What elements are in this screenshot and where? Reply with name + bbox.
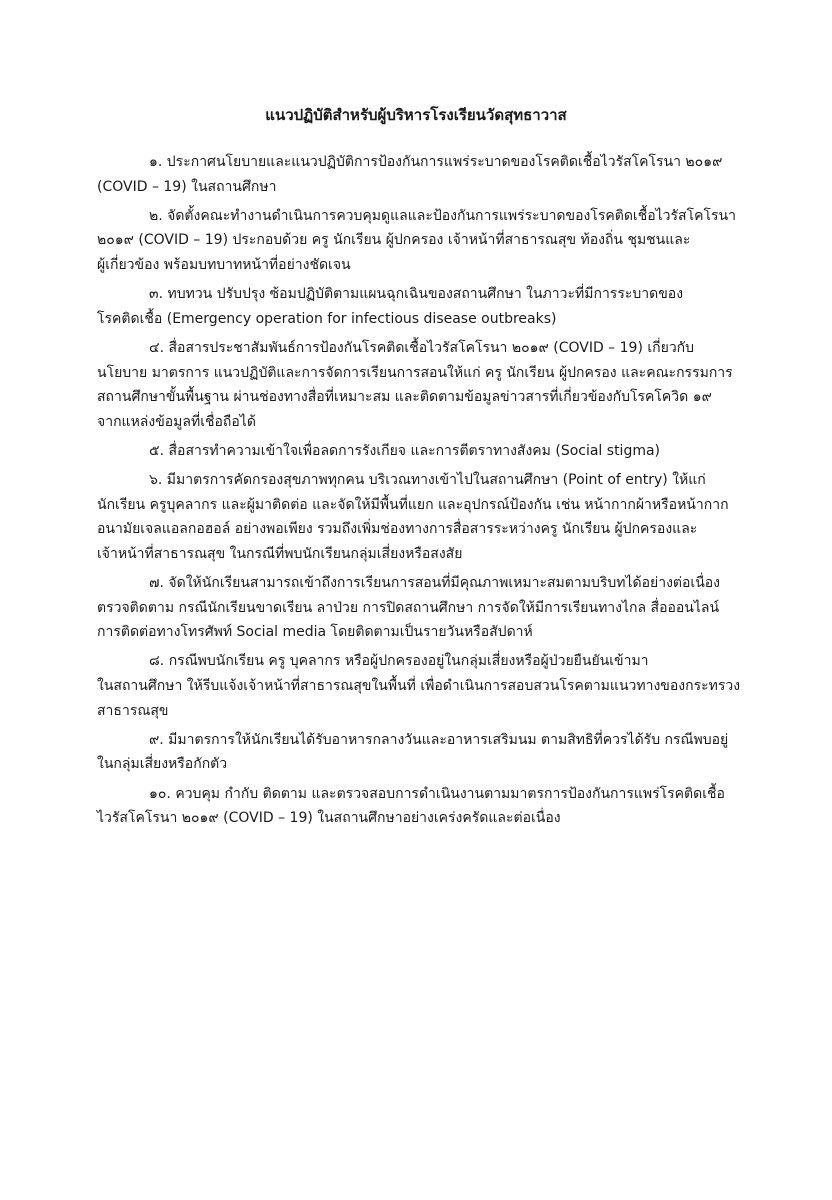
list-item [97, 282, 767, 331]
paragraph-line: จากแหล่งข้อมูลที่เชื่อถือได้ [97, 413, 256, 430]
paragraph-line: (COVID – 19) ในสถานศึกษา [97, 178, 277, 195]
paragraph-line: ๖. มีมาตรการคัดกรองสุขภาพทุกคน บริเวณทางเข้าไปในสถานศึกษา (Point of entry) ให้แก่ [149, 472, 706, 489]
paragraph-line: ตรวจติดตาม กรณีนักเรียนขาดเรียน ลาป่วย การปิดสถานศึกษา การจัดให้มีการเรียนทางไกล สื่อออนไลน์ [97, 599, 720, 616]
paragraph-line: ๘. กรณีพบนักเรียน ครู บุคลากร หรือผู้ปกครองอยู่ในกลุ่มเสี่ยงหรือผู้ป่วยยืนยันเข้ามา [149, 653, 649, 670]
paragraph-line: ๙. มีมาตรการให้นักเรียนได้รับอาหารกลางวันและอาหารเสริมนม ตามสิทธิที่ควรได้รับ กรณีพบอยู่ [149, 731, 729, 748]
paragraph-line: ไวรัสโคโรนา ๒๐๑๙ (COVID – 19) ในสถานศึกษาอย่างเคร่งครัดและต่อเนื่อง [97, 810, 561, 827]
paragraph-line: ๑๐. ควบคุม กำกับ ติดตาม และตรวจสอบการดำเนินงานตามมาตรการป้องกันการแพร่โรคติดเชื้อ [149, 785, 725, 802]
paragraph-line: ๒๐๑๙ (COVID – 19) ประกอบด้วย ครู นักเรียน ผู้ปกครอง เจ้าหน้าที่สาธารณสุข ท้องถิ่น ชุมชนและ [97, 232, 691, 249]
paragraph-line: เจ้าหน้าที่สาธารณสุข ในกรณีที่พบนักเรียนกลุ่มเสี่ยงหรือสงสัย [97, 545, 463, 562]
list-item [97, 468, 767, 566]
paragraph-line: ๗. จัดให้นักเรียนสามารถเข้าถึงการเรียนการสอนที่มีคุณภาพเหมาะสมตามบริบทได้อย่างต่อเนื่อง [149, 575, 721, 592]
paragraph-line: ในสถานศึกษา ให้รีบแจ้งเจ้าหน้าที่สาธารณสุขในพื้นที่ เพื่อดำเนินการสอบสวนโรคตามแนวทางของกระทรวง [97, 678, 741, 695]
paragraph-line: การติดต่อทางโทรศัพท์ Social media โดยติดตามเป็นรายวันหรือสัปดาห์ [97, 624, 533, 641]
paragraph-line: ๒. จัดตั้งคณะทำงานดำเนินการควบคุมดูแลและป้องกันการแพร่ระบาดของโรคติดเชื้อไวรัสโคโรนา [149, 207, 736, 224]
paragraph-line: ผู้เกี่ยวข้อง พร้อมบทบาทหน้าที่อย่างชัดเจน [97, 256, 351, 273]
paragraph-line: โรคติดเชื้อ (Emergency operation for infectious disease outbreaks) [97, 310, 557, 327]
list-item [97, 782, 767, 831]
list-item [97, 336, 767, 434]
document-body [97, 150, 767, 835]
paragraph-line: ๔. สื่อสารประชาสัมพันธ์การป้องกันโรคติดเชื้อไวรัสโคโรนา ๒๐๑๙ (COVID – 19) เกี่ยวกับ [149, 339, 695, 356]
list-item [97, 150, 767, 199]
paragraph-line: ในกลุ่มเสี่ยงหรือกักตัว [97, 756, 228, 773]
paragraph-line: ๑. ประกาศนโยบายและแนวปฏิบัติการป้องกันการแพร่ระบาดของโรคติดเชื้อไวรัสโคโรนา ๒๐๑๙ [149, 154, 723, 170]
paragraph-line: ๓. ทบทวน ปรับปรุง ซ้อมปฏิบัติตามแผนฉุกเฉินของสถานศึกษา ในภาวะที่มีการระบาดของ [149, 286, 684, 303]
paragraph-line: อนามัยเจลแอลกอฮอล์ อย่างพอเพียง รวมถึงเพิ่มช่องทางการสื่อสารระหว่างครู นักเรียน ผู้ปกครองและ [97, 521, 698, 538]
paragraph-line: ๕. สื่อสารทำความเข้าใจเพื่อลดการรังเกียจ และการตีตราทางสังคม (Social stigma) [149, 442, 661, 459]
paragraph-line: สถานศึกษาขั้นพื้นฐาน ผ่านช่องทางสื่อที่เหมาะสม และติดตามข้อมูลข่าวสารที่เกี่ยวข้องกับโรคโควิด ๑๙ [97, 389, 712, 406]
document-title: แนวปฏิบัติสำหรับผู้บริหารโรงเรียนวัดสุทธาวาส [265, 106, 567, 124]
paragraph-line: นโยบาย มาตรการ แนวปฏิบัติและการจัดการเรียนการสอนให้แก่ ครู นักเรียน ผู้ปกครอง และคณะกรรมการ [97, 364, 733, 381]
list-item [97, 571, 767, 645]
list-item [97, 439, 767, 464]
paragraph-line: สาธารณสุข [97, 702, 169, 719]
list-item [97, 728, 767, 777]
paragraph-line: นักเรียน ครูบุคลากร และผู้มาติดต่อ และจัดให้มีพื้นที่แยก และอุปกรณ์ป้องกัน เช่น หน้ากากผ้าหรือหน้ากาก [97, 496, 729, 513]
list-item [97, 649, 767, 723]
list-item [97, 204, 767, 278]
